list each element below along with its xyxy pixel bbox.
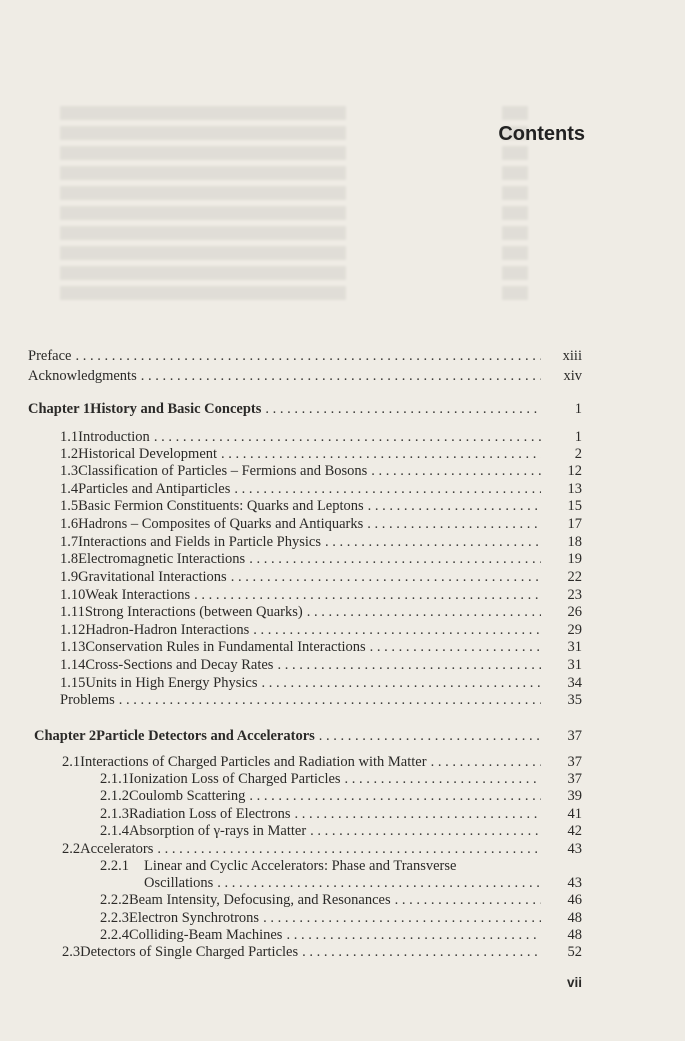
chapter-number: Chapter 2 — [34, 728, 97, 744]
section-number: 1.6 — [60, 516, 79, 532]
section-number: 2.2.3 — [100, 910, 129, 926]
toc-entry — [100, 788, 545, 805]
section-title: Linear and Cyclic Accelerators: Phase and Transverse — [144, 858, 457, 874]
dot-leader — [294, 806, 541, 823]
toc-entry — [100, 806, 545, 823]
section-number: 1.7 — [60, 534, 79, 550]
chapter-title: History and Basic Concepts — [90, 401, 262, 417]
section-number: 1.8 — [60, 551, 79, 567]
toc-entry — [60, 446, 545, 463]
section-title: Radiation Loss of Electrons — [129, 806, 291, 822]
dot-leader — [231, 569, 541, 586]
toc-entry — [60, 429, 545, 446]
page-number: 37 — [567, 771, 582, 787]
dot-leader — [286, 927, 541, 944]
dot-leader — [265, 401, 541, 418]
section-title: Interactions of Charged Particles and Radiation with Matter — [80, 754, 427, 770]
toc-entry — [60, 481, 545, 498]
page-number: 37 — [567, 754, 582, 770]
section-number: 1.12 — [60, 622, 86, 638]
page-number: 1 — [574, 429, 582, 445]
section-number: 2.2.4 — [100, 927, 129, 943]
page-number: 37 — [567, 728, 582, 744]
page-number: 17 — [567, 516, 582, 532]
page-number: 41 — [567, 806, 582, 822]
section-title: Beam Intensity, Defocusing, and Resonances — [129, 892, 391, 908]
toc-entry — [60, 587, 545, 604]
page-number: 2 — [574, 446, 582, 462]
page-number: 13 — [567, 481, 582, 497]
dot-leader — [310, 823, 541, 840]
toc-entry — [100, 927, 545, 944]
page-title: Contents — [498, 123, 585, 145]
section-title: Cross-Sections and Decay Rates — [85, 657, 274, 673]
toc-entry — [60, 604, 545, 621]
chapter-title: Particle Detectors and Accelerators — [96, 728, 315, 744]
page-number: 34 — [567, 675, 582, 691]
section-title: Historical Development — [78, 446, 218, 462]
section-title: Electromagnetic Interactions — [78, 551, 246, 567]
section-title-continued: Oscillations — [144, 875, 214, 891]
toc-entry — [60, 675, 545, 692]
page-number: 12 — [567, 463, 582, 479]
section-number: 2.1.2 — [100, 788, 129, 804]
page-number: 19 — [567, 551, 582, 567]
chapter-number: Chapter 1 — [28, 401, 91, 417]
page-number: 42 — [567, 823, 582, 839]
dot-leader — [367, 516, 541, 533]
section-number: 2.1.1 — [100, 771, 129, 787]
toc-entry — [60, 498, 545, 515]
toc-entry — [100, 771, 545, 788]
section-title: Absorption of γ-rays in Matter — [129, 823, 307, 839]
section-title: Weak Interactions — [85, 587, 191, 603]
dot-leader — [307, 604, 541, 621]
dot-leader — [249, 788, 541, 805]
section-title: Hadrons – Composites of Quarks and Antiquarks — [78, 516, 364, 532]
dot-leader — [395, 892, 541, 909]
dot-leader — [249, 551, 541, 568]
page-number: 39 — [567, 788, 582, 804]
toc-entry — [28, 368, 545, 385]
dot-leader — [262, 675, 542, 692]
section-title: Ionization Loss of Charged Particles — [129, 771, 341, 787]
section-number: 2.1.4 — [100, 823, 129, 839]
section-title: Interactions and Fields in Particle Physics — [78, 534, 321, 550]
section-number: 2.2 — [62, 841, 81, 857]
page-number: 43 — [567, 841, 582, 857]
toc-entry — [62, 841, 545, 858]
section-number: 2.1 — [62, 754, 81, 770]
page-number: 43 — [567, 875, 582, 891]
page-number: 46 — [567, 892, 582, 908]
toc-entry — [60, 516, 545, 533]
toc-entry — [100, 910, 545, 927]
chapter-heading — [28, 401, 545, 418]
dot-leader — [221, 446, 541, 463]
section-title: Coulomb Scattering — [129, 788, 246, 804]
section-number: 1.5 — [60, 498, 79, 514]
section-number: 1.11 — [60, 604, 85, 620]
page-number: 26 — [567, 604, 582, 620]
section-number: 2.1.3 — [100, 806, 129, 822]
section-number: 2.2.1 — [100, 858, 129, 874]
dot-leader — [431, 754, 541, 771]
page-number: 29 — [567, 622, 582, 638]
dot-leader — [119, 692, 541, 709]
section-number: 1.10 — [60, 587, 86, 603]
page-number: xiv — [563, 368, 582, 384]
toc-entry — [100, 892, 545, 909]
toc-entry — [62, 754, 545, 771]
dot-leader — [277, 657, 541, 674]
page-number: 52 — [567, 944, 582, 960]
section-title: Particles and Antiparticles — [78, 481, 231, 497]
section-title: Problems — [60, 692, 115, 708]
section-title: Electron Synchrotrons — [129, 910, 260, 926]
section-title: Basic Fermion Constituents: Quarks and Leptons — [78, 498, 364, 514]
page-number: 48 — [567, 927, 582, 943]
page-number: 23 — [567, 587, 582, 603]
section-number: 1.15 — [60, 675, 86, 691]
section-number: 1.1 — [60, 429, 79, 445]
section-number: 1.9 — [60, 569, 79, 585]
section-number: 1.3 — [60, 463, 79, 479]
section-title: Detectors of Single Charged Particles — [80, 944, 299, 960]
toc-entry-continued — [144, 875, 545, 892]
dot-leader — [141, 368, 541, 385]
toc-entry — [100, 858, 456, 875]
page-number: 18 — [567, 534, 582, 550]
dot-leader — [217, 875, 541, 892]
page-number: 35 — [567, 692, 582, 708]
dot-leader — [194, 587, 541, 604]
dot-leader — [157, 841, 541, 858]
dot-leader — [319, 728, 541, 745]
page-number: 31 — [567, 657, 582, 673]
page-number: xiii — [562, 348, 582, 364]
dot-leader — [371, 463, 541, 480]
toc-entry — [62, 944, 545, 961]
dot-leader — [368, 498, 541, 515]
dot-leader — [154, 429, 541, 446]
dot-leader — [234, 481, 541, 498]
page-number: 48 — [567, 910, 582, 926]
page-number: 15 — [567, 498, 582, 514]
section-number: 1.4 — [60, 481, 79, 497]
page-number: 1 — [574, 401, 582, 417]
section-title: Acknowledgments — [28, 368, 137, 384]
toc-entry — [60, 639, 545, 656]
section-title: Accelerators — [80, 841, 154, 857]
chapter-heading — [34, 728, 545, 745]
section-title: Classification of Particles – Fermions and Bosons — [78, 463, 368, 479]
section-title: Conservation Rules in Fundamental Interactions — [85, 639, 366, 655]
section-title: Preface — [28, 348, 72, 364]
toc-entry — [60, 534, 545, 551]
section-title: Hadron-Hadron Interactions — [85, 622, 250, 638]
section-title: Introduction — [78, 429, 150, 445]
section-number: 1.14 — [60, 657, 86, 673]
toc-entry — [60, 463, 545, 480]
section-number: 1.13 — [60, 639, 86, 655]
toc-entry — [60, 622, 545, 639]
dot-leader — [302, 944, 541, 961]
dot-leader — [263, 910, 541, 927]
page-folio: vii — [566, 975, 582, 990]
page-number: 22 — [567, 569, 582, 585]
section-title: Units in High Energy Physics — [85, 675, 258, 691]
toc-entry — [28, 348, 545, 365]
dot-leader — [345, 771, 541, 788]
section-number: 2.3 — [62, 944, 81, 960]
dot-leader — [75, 348, 541, 365]
page-number: 31 — [567, 639, 582, 655]
toc-entry — [100, 823, 545, 840]
dot-leader — [253, 622, 541, 639]
toc-entry — [60, 569, 545, 586]
section-title: Colliding-Beam Machines — [129, 927, 283, 943]
toc-entry — [60, 657, 545, 674]
toc-entry — [60, 551, 545, 568]
toc-entry — [60, 692, 545, 709]
section-number: 1.2 — [60, 446, 79, 462]
section-title: Strong Interactions (between Quarks) — [84, 604, 303, 620]
section-title: Gravitational Interactions — [78, 569, 227, 585]
dot-leader — [370, 639, 541, 656]
dot-leader — [325, 534, 541, 551]
section-number: 2.2.2 — [100, 892, 129, 908]
